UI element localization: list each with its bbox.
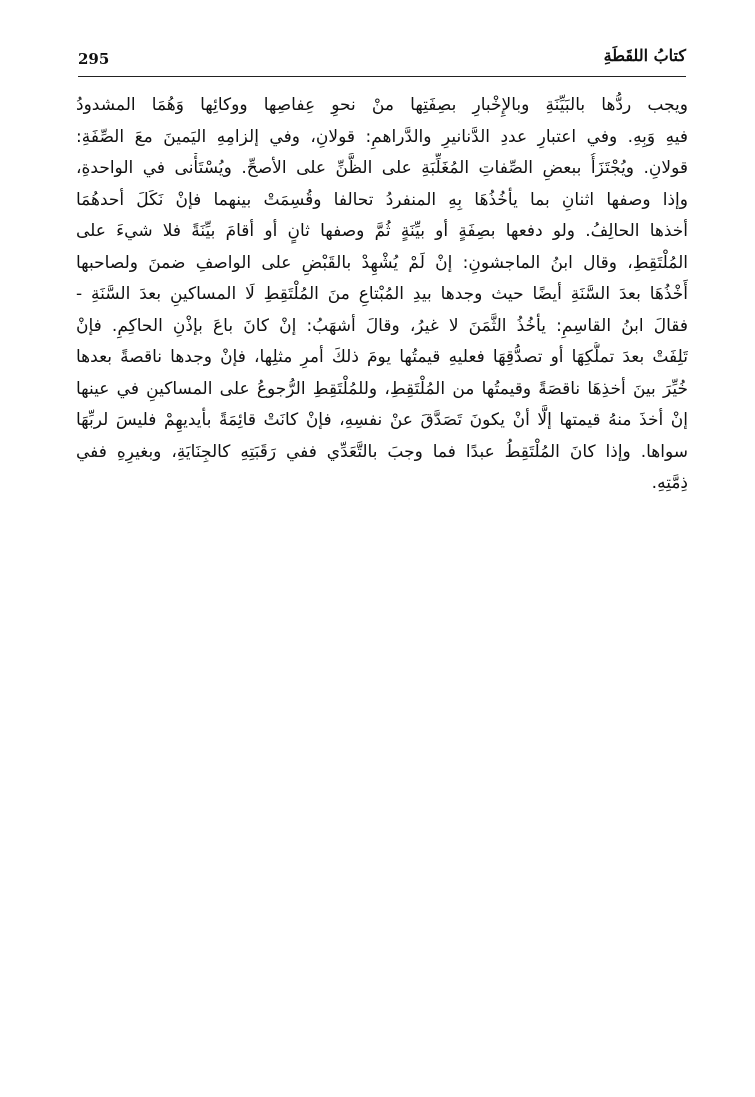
text-line: تَلِفَتْ بعدَ تملُّكِهَا أو تصدُّقِهَا فعليهِ قيمتُها يومَ ذلكَ أمرِ مثلِها، فإنْ وجدها ناقصةً بعدها xyxy=(76,347,688,367)
header-rule xyxy=(78,76,686,77)
text-line: المُلْتَقِطِ، وقال ابنُ الماجشونِ: إنْ لَمْ يُشْهِدْ بالقَبْضِ على الواصفِ ضمنَ ولصاحبها xyxy=(76,252,688,273)
text-line: أَخْذُهَا بعدَ السَّنَةِ أيضًا حيث وجدها بيدِ المُبْتاعِ منَ المُلْتَقِطِ لَا المساكينِ بعدَ السَّنَةِ - xyxy=(76,284,688,304)
body-text xyxy=(76,90,688,500)
text-line: سواها. وإذا كانَ المُلْتَقِطُ عبدًا فما وجبَ بالتَّعَدِّي ففي رَقَبَتِهِ كالجِنَايَةِ، وبغيرِهِ ففي xyxy=(76,441,688,462)
book-title: كتابُ اللقَطَةِ xyxy=(603,46,686,65)
text-line: فقالَ ابنُ القاسِمِ: يأخُذُ الثَّمَنَ لا غيرُ، وقالَ أشهَبُ: إنْ كانَ باعَ بإذْنِ الحاكِمِ. فإنْ xyxy=(76,315,688,336)
text-line: وإذا وصفها اثنانِ بما يأخُذُهَا بِهِ المنفردُ تحالفا وقُسِمَتْ بينهما فإنْ نَكَلَ أحدهُمَا xyxy=(76,189,688,210)
text-line: قولانِ. ويُجْتَزَأُ ببعضِ الصِّفاتِ المُغَلِّبَةِ على الظَّنِّ على الأصحِّ. ويُسْتَأْنى في الواحدةِ، xyxy=(76,158,688,178)
text-line: إنْ أخذَ منهُ قيمتها إلَّا أنْ يكونَ تَصَدَّقَ عنْ نفسِهِ، فإنْ كانَتْ قائِمَةً بأيديهِمْ فليسَ لربِّهَا xyxy=(76,410,688,430)
text-line: ذِمَّتِهِ. xyxy=(651,473,688,493)
text-line: أخذها الحالِفُ. ولو دفعها بصِفَةٍ أو بيِّنَةٍ ثُمَّ وصفها ثانٍ أو أقامَ بيِّنَةً فلا شيءَ على xyxy=(76,221,688,241)
text-line: فيهِ وَبِهِ. وفي اعتبارِ عددِ الدَّنانيرِ والدَّراهمِ: قولانِ، وفي إلزامِهِ اليَمينَ معَ الصِّفَةِ: xyxy=(76,126,688,147)
running-head xyxy=(78,46,686,72)
page-number: 295 xyxy=(78,50,110,68)
text-line: خُيِّرَ بينَ أخذِهَا ناقصَةً وقيمتُها من المُلْتَقِطِ، وللمُلْتَقِطِ الرُّجوعُ على المساكينِ في عينها xyxy=(76,378,688,399)
text-line: ويجب ردُّها بالبَيِّنَةِ وبالإِخْبارِ بصِفَتِها منْ نحوِ عِفاصِها ووكائِها وَهُمَا المشدودُ xyxy=(76,95,688,115)
